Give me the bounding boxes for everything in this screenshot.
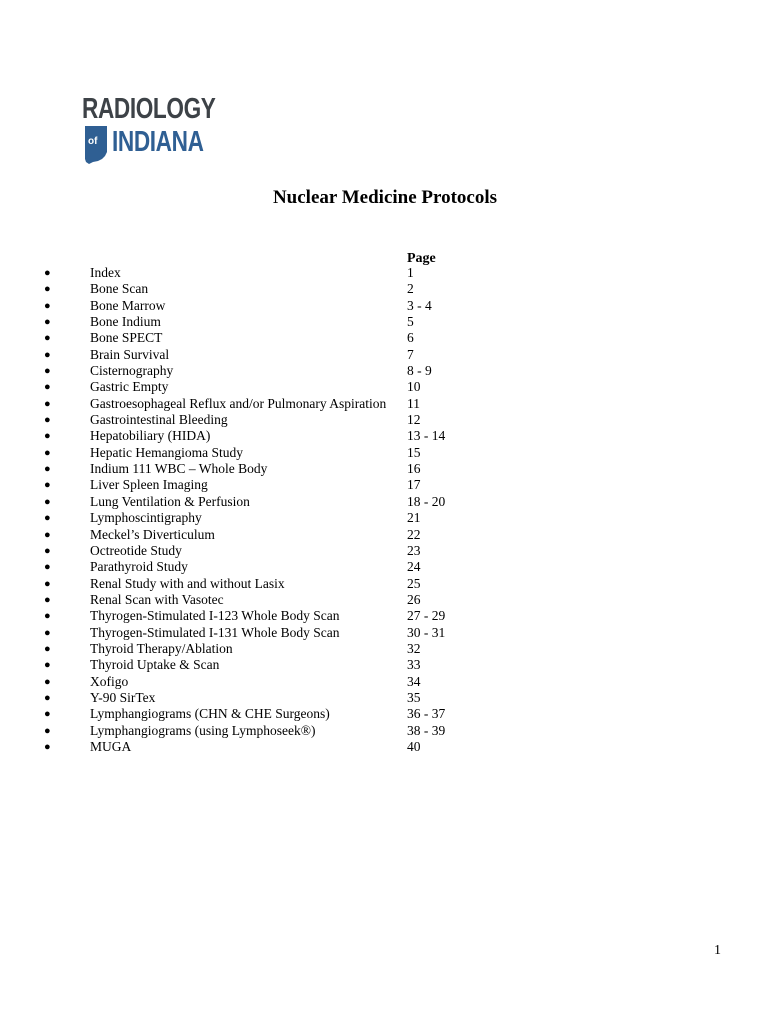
bullet-icon: ●	[44, 740, 51, 753]
toc-entry	[0, 494, 770, 510]
protocol-pages: 34	[407, 673, 421, 689]
bullet-icon: ●	[44, 642, 51, 655]
protocol-pages: 13 - 14	[407, 428, 446, 444]
protocol-pages: 3 - 4	[407, 297, 432, 313]
bullet-icon: ●	[44, 430, 51, 443]
protocol-name: Cisternography	[90, 363, 174, 379]
protocol-name: Indium 111 WBC – Whole Body	[90, 461, 268, 477]
bullet-icon: ●	[44, 675, 51, 688]
toc-entry	[0, 625, 770, 641]
protocol-name: Index	[90, 265, 121, 280]
protocol-pages: 32	[407, 640, 421, 656]
bullet-icon: ●	[44, 283, 51, 296]
bullet-icon: ●	[44, 708, 51, 721]
toc-entry	[0, 576, 770, 592]
bullet-icon: ●	[44, 365, 51, 378]
toc-entry	[0, 298, 770, 314]
protocol-pages: 21	[407, 510, 421, 526]
protocol-name: Lymphoscintigraphy	[90, 510, 202, 526]
bullet-icon: ●	[44, 577, 51, 590]
toc-entry	[0, 690, 770, 706]
bullet-icon: ●	[44, 348, 51, 361]
logo-text-of: of	[88, 136, 98, 147]
bullet-icon: ●	[44, 512, 51, 525]
bullet-icon: ●	[44, 495, 51, 508]
protocol-name: Thyroid Therapy/Ablation	[90, 640, 233, 656]
protocol-name: Octreotide Study	[90, 542, 182, 558]
protocol-name: Y-90 SirTex	[90, 689, 156, 705]
toc-entry	[0, 412, 770, 428]
protocol-pages: 7	[407, 346, 414, 362]
protocol-name: Gastrointestinal Bleeding	[90, 412, 228, 428]
protocol-pages: 36 - 37	[407, 706, 446, 722]
protocol-pages: 25	[407, 575, 421, 591]
toc-entry	[0, 723, 770, 739]
protocol-name: Gastroesophageal Reflux and/or Pulmonary Aspiration	[90, 395, 387, 411]
protocol-name: MUGA	[90, 738, 132, 754]
protocol-name: Bone SPECT	[90, 330, 163, 346]
logo-text-indiana: INDIANA	[112, 126, 204, 158]
protocol-name: Lung Ventilation & Perfusion	[90, 493, 250, 509]
logo-text-radiology: RADIOLOGY	[82, 93, 216, 125]
protocol-pages: 11	[407, 395, 420, 411]
protocol-pages: 10	[407, 379, 421, 395]
protocol-pages: 18 - 20	[407, 493, 446, 509]
toc-entry	[0, 706, 770, 722]
protocol-pages: 24	[407, 559, 421, 575]
protocol-name: Gastric Empty	[90, 379, 169, 395]
bullet-icon: ●	[44, 397, 51, 410]
protocol-name: Hepatobiliary (HIDA)	[90, 428, 211, 444]
protocol-name: Bone Scan	[90, 281, 149, 297]
page-column-header: Page	[407, 251, 436, 266]
protocol-pages: 23	[407, 542, 421, 558]
document-title: Nuclear Medicine Protocols	[272, 187, 498, 208]
toc-entry	[0, 396, 770, 412]
protocol-name: Thyroid Uptake & Scan	[90, 657, 220, 673]
protocol-pages: 1	[407, 265, 414, 280]
protocol-index-list	[0, 265, 770, 755]
protocol-pages: 2	[407, 281, 414, 297]
bullet-icon: ●	[44, 528, 51, 541]
toc-entry	[0, 265, 770, 281]
protocol-name: Bone Indium	[90, 314, 161, 330]
bullet-icon: ●	[44, 267, 51, 279]
bullet-icon: ●	[44, 332, 51, 345]
toc-entry	[0, 379, 770, 395]
protocol-pages: 6	[407, 330, 414, 346]
toc-entry	[0, 739, 770, 755]
protocol-pages: 5	[407, 314, 414, 330]
protocol-name: Bone Marrow	[90, 297, 166, 313]
protocol-name: Lymphangiograms (CHN & CHE Surgeons)	[90, 706, 330, 722]
toc-entry	[0, 657, 770, 673]
protocol-pages: 12	[407, 412, 421, 428]
toc-entry	[0, 608, 770, 624]
protocol-name: Renal Study with and without Lasix	[90, 575, 285, 591]
toc-entry	[0, 527, 770, 543]
protocol-pages: 16	[407, 461, 421, 477]
toc-entry	[0, 674, 770, 690]
bullet-icon: ●	[44, 414, 51, 427]
toc-entry	[0, 641, 770, 657]
protocol-pages: 40	[407, 738, 421, 754]
protocol-pages: 15	[407, 444, 421, 460]
protocol-pages: 8 - 9	[407, 363, 432, 379]
toc-entry	[0, 592, 770, 608]
page-number: 1	[714, 943, 721, 958]
bullet-icon: ●	[44, 626, 51, 639]
protocol-pages: 22	[407, 526, 421, 542]
bullet-icon: ●	[44, 724, 51, 737]
protocol-pages: 26	[407, 591, 421, 607]
bullet-icon: ●	[44, 316, 51, 329]
toc-entry	[0, 543, 770, 559]
bullet-icon: ●	[44, 610, 51, 623]
protocol-name: Renal Scan with Vasotec	[90, 591, 224, 607]
protocol-name: Lymphangiograms (using Lymphoseek®)	[90, 722, 316, 738]
toc-entry	[0, 281, 770, 297]
bullet-icon: ●	[44, 299, 51, 312]
protocol-name: Liver Spleen Imaging	[90, 477, 208, 493]
protocol-name: Xofigo	[90, 673, 129, 689]
bullet-icon: ●	[44, 479, 51, 492]
bullet-icon: ●	[44, 659, 51, 672]
toc-entry	[0, 477, 770, 493]
bullet-icon: ●	[44, 561, 51, 574]
protocol-name: Hepatic Hemangioma Study	[90, 444, 243, 460]
bullet-icon: ●	[44, 544, 51, 557]
bullet-icon: ●	[44, 446, 51, 459]
protocol-pages: 38 - 39	[407, 722, 446, 738]
toc-entry	[0, 559, 770, 575]
protocol-name: Thyrogen-Stimulated I-123 Whole Body Scan	[90, 608, 340, 624]
toc-entry	[0, 330, 770, 346]
toc-entry	[0, 445, 770, 461]
toc-entry	[0, 363, 770, 379]
bullet-icon: ●	[44, 463, 51, 476]
protocol-name: Thyrogen-Stimulated I-131 Whole Body Scan	[90, 624, 340, 640]
bullet-icon: ●	[44, 381, 51, 394]
protocol-pages: 27 - 29	[407, 608, 446, 624]
protocol-name: Parathyroid Study	[90, 559, 188, 575]
bullet-icon: ●	[44, 593, 51, 606]
bullet-icon: ●	[44, 691, 51, 704]
protocol-name: Brain Survival	[90, 346, 170, 362]
protocol-pages: 33	[407, 657, 421, 673]
radiology-of-indiana-logo	[80, 92, 215, 164]
protocol-pages: 17	[407, 477, 421, 493]
toc-entry	[0, 428, 770, 444]
toc-entry	[0, 347, 770, 363]
toc-entry	[0, 510, 770, 526]
toc-entry	[0, 314, 770, 330]
protocol-pages: 30 - 31	[407, 624, 446, 640]
protocol-name: Meckel’s Diverticulum	[90, 526, 215, 542]
protocol-pages: 35	[407, 689, 421, 705]
toc-entry	[0, 461, 770, 477]
